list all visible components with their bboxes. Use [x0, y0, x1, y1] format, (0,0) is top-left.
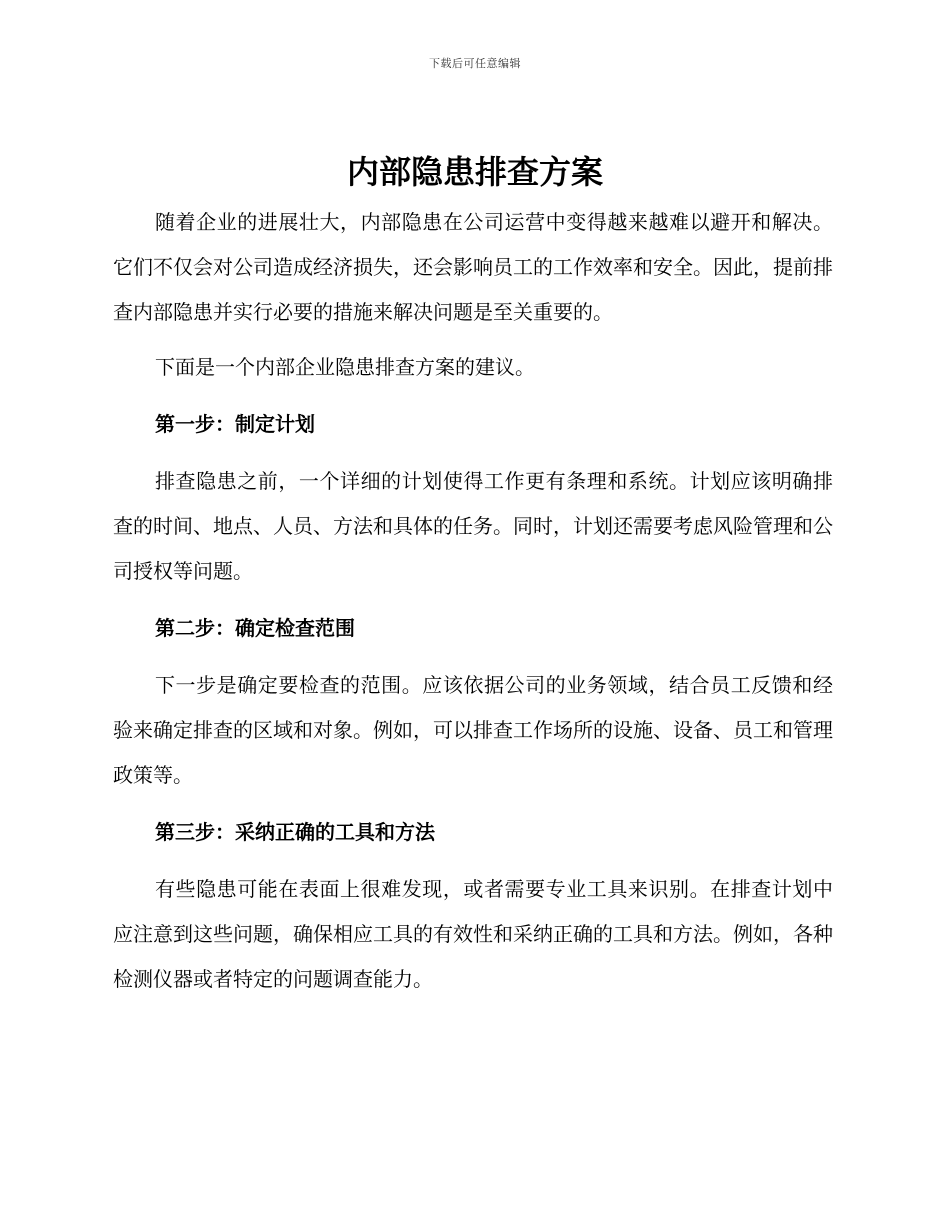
step-3-heading: 第三步：采纳正确的工具和方法 — [155, 820, 435, 844]
step-2-body: 下一步是确定要检查的范围。应该依据公司的业务领域，结合员工反馈和经验来确定排查的区域和对象。例如，可以排查工作场所的设施、设备、员工和管理政策等。 — [113, 673, 833, 787]
step-1-body: 排查隐患之前，一个详细的计划使得工作更有条理和系统。计划应该明确排查的时间、地点、人员、方法和具体的任务。同时，计划还需要考虑风险管理和公司授权等问题。 — [113, 469, 833, 583]
step-1-heading: 第一步：制定计划 — [155, 412, 315, 436]
page-header-note: 下载后可任意编辑 — [429, 57, 521, 70]
step-2-heading: 第二步：确定检查范围 — [155, 616, 355, 640]
document-title: 内部隐患排查方案 — [346, 153, 603, 191]
document-body — [113, 200, 833, 1002]
intro-paragraph: 随着企业的进展壮大，内部隐患在公司运营中变得越来越难以避开和解决。它们不仅会对公司造成经济损失，还会影响员工的工作效率和安全。因此，提前排查内部隐患并实行必要的措施来解决问题是至关重要的。 — [113, 210, 833, 324]
step-3-body: 有些隐患可能在表面上很难发现，或者需要专业工具来识别。在排查计划中应注意到这些问题，确保相应工具的有效性和采纳正确的工具和方法。例如，各种检测仪器或者特定的问题调查能力。 — [113, 877, 833, 991]
lead-paragraph: 下面是一个内部企业隐患排查方案的建议。 — [155, 355, 535, 379]
